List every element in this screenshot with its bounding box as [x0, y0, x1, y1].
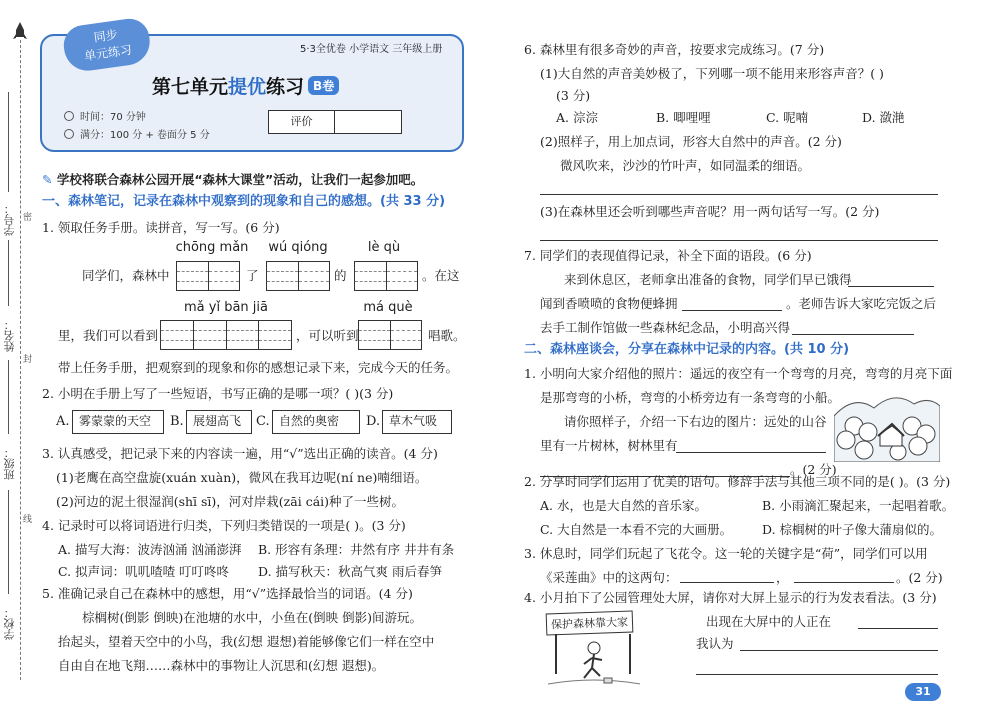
q6-sub2: (2)照样子，用上加点词，形容大自然中的声音。(2 分) — [540, 134, 842, 149]
school-label: 学校： — [3, 607, 16, 640]
protect-forest-sign: 保护森林靠大家 — [546, 610, 634, 635]
rating-box — [268, 110, 402, 134]
q5-line1[interactable]: 棕榈树(倒影 倒映)在池塘的水中，小鱼在(倒映 倒影)间游玩。 — [82, 610, 422, 625]
binding-margin — [0, 0, 38, 720]
q4-option-a: A. 描写大海：波涛汹涌 汹涌澎湃 — [58, 542, 242, 557]
s2-q4-blank-2[interactable] — [740, 650, 938, 651]
binding-dashed-line — [20, 40, 21, 680]
s2-q1-blank-1[interactable] — [676, 452, 826, 453]
class-line[interactable] — [8, 360, 9, 434]
s2-q1-line3: 请你照样子，介绍一下右边的图片：远处的山谷 — [564, 414, 827, 429]
q7-line3: 去手工制作馆做一些森林纪念品，小明高兴得 — [540, 320, 791, 335]
section1-title: 一、森林笔记，记录在森林中观察到的现象和自己的感想。(共 33 分) — [42, 194, 446, 209]
time-row — [64, 108, 146, 123]
q4-option-b: B. 形容有条理：井然有序 井井有条 — [258, 542, 455, 557]
name-line[interactable] — [8, 240, 9, 306]
s2-q2-stem: 2. 分享时同学们运用了优美的语句。修辞手法与其他三项不同的是( )。(3 分) — [524, 474, 951, 489]
version-badge: B卷 — [308, 76, 339, 95]
pinyin-4: mǎ yǐ bān jiā — [184, 300, 268, 315]
q6-option-b: B. 唧哩哩 — [656, 110, 711, 125]
score-text: 满分：100 分 + 卷面分 5 分 — [80, 130, 210, 141]
q1-text-1b: 了 — [246, 268, 259, 283]
q2-card-c[interactable]: 自然的奥密 — [272, 410, 360, 434]
q7-blank-3[interactable] — [792, 334, 914, 335]
seal-mi: 密 — [23, 213, 33, 223]
q3-line2[interactable]: (2)河边的泥土很湿润(shī sī)，河对岸栽(zāi cái)种了一些树。 — [56, 494, 405, 509]
q3-stem: 3. 认真感受，把记录下来的内容读一遍，用“√”选出正确的读音。(4 分) — [42, 446, 438, 461]
write-grid-mayibanjia[interactable] — [160, 320, 292, 350]
pencil-icon: ✎ — [42, 172, 53, 187]
s2-q3-line1: 3. 休息时，同学们玩起了飞花令。这一轮的关键字是“荷”，同学们可以用 — [524, 546, 928, 561]
q6-stem: 6. 森林里有很多奇妙的声音，按要求完成练习。(7 分) — [524, 42, 825, 57]
name-label: 姓名： — [3, 319, 16, 352]
s2-q1-points: 。(2 分) — [790, 462, 837, 477]
q1-text-3: 带上任务手册，把观察到的现象和你的感想记录下来，完成今天的任务。 — [58, 360, 459, 375]
q1-text-2a: 里，我们可以看到 — [58, 328, 159, 343]
s2-q3-blank-1[interactable] — [680, 582, 774, 583]
rocket-icon — [13, 22, 27, 42]
q2-option-a: A. — [56, 414, 70, 429]
title-part-b: 练习 — [266, 76, 305, 98]
s2-q2-option-c: C. 大自然是一本看不完的大画册。 — [540, 522, 733, 537]
check-icon — [64, 129, 74, 139]
student-id-line[interactable] — [8, 92, 9, 192]
q7-stem: 7. 同学们的表现值得记录，补全下面的语段。(6 分) — [524, 248, 812, 263]
q6-sub3: (3)在森林里还会听到哪些声音呢？用一两句话写一写。(2 分) — [540, 204, 880, 219]
class-label: 班级： — [3, 447, 16, 480]
write-grid-chongman[interactable] — [176, 261, 240, 291]
q2-stem: 2. 小明在手册上写了一些短语，书写正确的是哪一项？( )(3 分) — [42, 386, 394, 401]
write-grid-lequ[interactable] — [354, 261, 418, 291]
pinyin-3: lè qù — [367, 240, 401, 255]
s2-q4-line2: 我认为 — [696, 636, 734, 651]
s2-q3-blank-2[interactable] — [794, 582, 894, 583]
valley-forest-illustration — [834, 386, 940, 462]
s2-q3-line2a: 《采莲曲》中的这两句： — [540, 570, 678, 585]
s2-q2-option-b: B. 小雨滴汇聚起来，一起唱着歌。 — [762, 498, 955, 513]
q2-card-a[interactable]: 雾蒙蒙的天空 — [72, 410, 164, 434]
q4-option-d: D. 描写秋天：秋高气爽 雨后春笋 — [258, 564, 442, 579]
s2-q3-comma: ， — [776, 570, 789, 585]
q6-option-d: D. 潋滟 — [862, 110, 905, 125]
q6-answer-line-2[interactable] — [540, 240, 938, 241]
page-title — [152, 72, 339, 99]
s2-q3-points: 。(2 分) — [896, 570, 943, 585]
q1-text-2b: ，可以听到 — [296, 328, 359, 343]
s2-q2-option-d: D. 棕榈树的叶子像大蒲扇似的。 — [762, 522, 943, 537]
q2-option-c: C. — [256, 414, 270, 429]
q6-example: 微风吹来，沙沙的竹叶声，如同温柔的细语。 — [560, 158, 811, 173]
student-id-label: 学号： — [3, 203, 16, 236]
unit-tab-line2: 单元练习 — [83, 42, 133, 64]
q6-sub1-points: (3 分) — [556, 88, 591, 103]
title-part-a: 第七单元 — [152, 76, 229, 98]
section2-title: 二、森林座谈会，分享在森林中记录的内容。(共 10 分) — [524, 342, 850, 357]
book-meta: 5·3全优卷 小学语文 三年级上册 — [300, 44, 443, 55]
intro-line — [42, 172, 423, 188]
q2-card-b[interactable]: 展翅高飞 — [186, 410, 252, 434]
q6-option-a: A. 淙淙 — [556, 110, 598, 125]
s2-q1-line1: 1. 小明向大家介绍他的照片：遥远的夜空有一个弯弯的月亮，弯弯的月亮下面 — [524, 366, 953, 381]
q1-text-1a: 同学们，森林中 — [82, 268, 170, 283]
s2-q4-line1: 出现在大屏中的人正在 — [706, 614, 832, 629]
seal-xian: 线 — [23, 515, 33, 525]
q5-stem: 5. 准确记录自己在森林中的感想，用“√”选择最恰当的词语。(4 分) — [42, 586, 413, 601]
q1-text-1d: 。在这 — [422, 268, 460, 283]
q2-card-d[interactable]: 草木气吸 — [382, 410, 452, 434]
s2-q1-line2: 是那弯弯的小桥，弯弯的小桥旁边有一条弯弯的小船。 — [540, 390, 841, 405]
pinyin-2: wú qióng — [268, 240, 328, 255]
q6-option-c: C. 呢喃 — [766, 110, 809, 125]
q3-line1[interactable]: (1)老鹰在高空盘旋(xuán xuàn)，微风在我耳边呢(ní ne)喃细语。 — [56, 470, 428, 485]
q7-blank-1[interactable] — [848, 286, 934, 287]
write-grid-wuqiong[interactable] — [266, 261, 330, 291]
rating-label: 评价 — [269, 111, 335, 133]
q2-option-d: D. — [366, 414, 381, 429]
q1-text-2c: 唱歌。 — [428, 328, 466, 343]
page-number: 31 — [905, 683, 941, 701]
q7-line2a: 闻到香喷喷的食物便蜂拥 — [540, 296, 678, 311]
q7-line2b: 。老师告诉大家吃完饭之后 — [786, 296, 937, 311]
write-grid-maque[interactable] — [358, 320, 422, 350]
s2-q4-blank-1[interactable] — [858, 628, 938, 629]
running-child-illustration — [548, 634, 640, 690]
school-line[interactable] — [8, 490, 9, 594]
score-row — [64, 126, 210, 141]
q7-line1: 来到休息区，老师拿出准备的食物，同学们早已饿得 — [564, 272, 852, 287]
q6-sub1: (1)大自然的声音美妙极了，下列哪一项不能用来形容声音？( ) — [540, 66, 884, 81]
q7-blank-2[interactable] — [682, 310, 782, 311]
q5-line2[interactable]: 抬起头，望着天空中的小鸟，我(幻想 遐想)着能够像它们一样在空中 — [58, 634, 435, 649]
q1-stem: 1. 领取任务手册。读拼音，写一写。(6 分) — [42, 220, 280, 235]
clock-icon — [64, 111, 74, 121]
q4-option-c: C. 拟声词：叽叽喳喳 叮叮咚咚 — [58, 564, 230, 579]
seal-feng: 封 — [23, 355, 33, 365]
q2-option-b: B. — [170, 414, 184, 429]
q6-answer-line-1[interactable] — [540, 194, 938, 195]
rating-input[interactable] — [335, 111, 401, 133]
q5-line3[interactable]: 自由自在地飞翔……森林中的事物让人沉思和(幻想 遐想)。 — [58, 658, 385, 673]
s2-q4-blank-3[interactable] — [696, 674, 938, 675]
title-highlight: 提优 — [228, 76, 267, 98]
s2-q2-option-a: A. 水，也是大自然的音乐家。 — [540, 498, 707, 513]
pinyin-1: chōng mǎn — [175, 240, 249, 255]
pinyin-5: má què — [363, 300, 413, 315]
q4-stem: 4. 记录时可以将词语进行归类，下列归类错误的一项是( )。(3 分) — [42, 518, 406, 533]
s2-q1-line4: 里有一片树林，树林里有 — [540, 438, 678, 453]
time-text: 时间：70 分钟 — [80, 112, 146, 123]
s2-q4-stem: 4. 小月拍下了公园管理处大屏，请你对大屏上显示的行为发表看法。(3 分) — [524, 590, 937, 605]
unit-tab-line1: 同步 — [92, 27, 119, 45]
q1-text-1c: 的 — [334, 268, 347, 283]
intro-text: 学校将联合森林公园开展“森林大课堂”活动，让我们一起参加吧。 — [56, 172, 424, 187]
